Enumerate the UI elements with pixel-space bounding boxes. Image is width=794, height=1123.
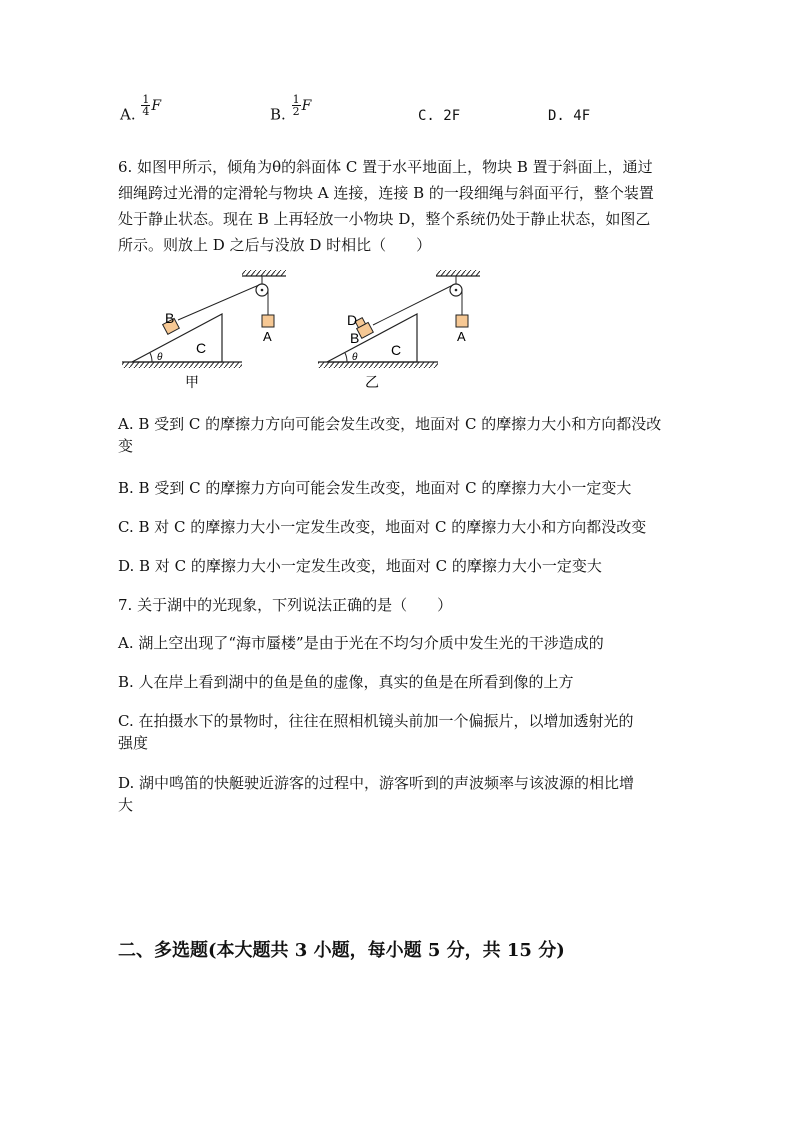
incline-c [132, 314, 222, 362]
pulley-axle [455, 289, 458, 292]
label-theta: θ [157, 352, 163, 363]
option-line: 变 [118, 437, 134, 455]
option-line: A. B 受到 C 的摩擦力方向可能会发生改变，地面对 C 的摩擦力大小和方向都没改 [118, 415, 662, 433]
q7-option-b: B. 人在岸上看到湖中的鱼是鱼的虚像，真实的鱼是在所看到像的上方 [118, 673, 574, 691]
q6-option-d: D. B 对 C 的摩擦力大小一定发生改变，地面对 C 的摩擦力大小一定变大 [118, 557, 602, 575]
q6-stem-line: 细绳跨过光滑的定滑轮与物块 A 连接，连接 B 的一段细绳与斜面平行，整个装置 [118, 184, 654, 202]
q6-option-c: C. B 对 C 的摩擦力大小一定发生改变，地面对 C 的摩擦力大小和方向都没改变 [118, 518, 647, 536]
ceiling-hatch [436, 270, 480, 276]
angle-arc [345, 353, 347, 362]
pulley-axle [261, 289, 264, 292]
q6-figure [110, 265, 510, 395]
ceiling-hatch [242, 270, 286, 276]
ground-hatch [318, 362, 438, 368]
q5-option-d: D. 4F [548, 108, 591, 124]
caption-yi: 乙 [365, 374, 379, 390]
q7-option-d [118, 772, 634, 816]
q6-stem-line: 6. 如图甲所示，倾角为θ的斜面体 C 置于水平地面上，物块 B 置于斜面上，通过 [118, 158, 653, 176]
option-line: D. 湖中鸣笛的快艇驶近游客的过程中，游客听到的声波频率与该波源的相比增 [118, 774, 635, 792]
incline-c [327, 314, 417, 362]
label-a: A [457, 329, 466, 344]
label-b: B [350, 330, 360, 346]
q6-option-b: B. B 受到 C 的摩擦力方向可能会发生改变，地面对 C 的摩擦力大小一定变大 [118, 479, 632, 497]
option-line: C. 在拍摄水下的景物时，往往在照相机镜头前加一个偏振片，以增加透射光的 [118, 712, 634, 730]
label-a: A [263, 329, 272, 344]
rope-to-b [373, 285, 453, 325]
ground-hatch [122, 362, 242, 368]
caption-jia: 甲 [185, 374, 199, 390]
fraction-denominator: 4 [142, 105, 150, 118]
q6-stem [118, 156, 654, 256]
fraction-numerator: 1 [142, 93, 150, 106]
q5-option-c: C. 2F [418, 108, 461, 124]
q6-option-a [118, 413, 661, 457]
q5-option-b-fraction [292, 94, 301, 117]
q5-option-b-variable: F [301, 97, 312, 114]
q6-stem-line: 所示。则放上 D 之后与没放 D 时相比（ ） [118, 236, 432, 254]
q5-option-b-label: B. [270, 105, 286, 124]
q5-option-a-fraction [141, 94, 150, 117]
block-a [456, 315, 468, 327]
q6-stem-line: 处于静止状态。现在 B 上再轻放一小物块 D，整个系统仍处于静止状态，如图乙 [118, 210, 651, 228]
angle-arc [150, 353, 152, 362]
fraction-numerator: 1 [292, 93, 300, 106]
label-theta: θ [352, 352, 358, 363]
label-c: C [391, 342, 402, 358]
option-line: 大 [118, 796, 134, 814]
q5-option-b [270, 93, 312, 127]
option-line: 强度 [118, 734, 149, 752]
label-c: C [196, 340, 207, 356]
q5-option-a-label: A. [120, 105, 136, 124]
q7-option-a: A. 湖上空出现了“海市蜃楼”是由于光在不均匀介质中发生光的干涉造成的 [118, 634, 604, 652]
q5-option-a [120, 93, 162, 127]
label-d: D [347, 312, 358, 328]
block-a [262, 315, 274, 327]
rope-to-b [178, 285, 259, 320]
q5-option-a-variable: F [151, 97, 162, 114]
q7-option-c [118, 710, 633, 754]
q7-stem: 7. 关于湖中的光现象，下列说法正确的是（ ） [118, 596, 453, 614]
section-heading: 二、多选题(本大题共 3 小题，每小题 5 分，共 15 分) [118, 940, 565, 961]
fraction-denominator: 2 [292, 105, 300, 118]
label-b: B [165, 310, 175, 326]
